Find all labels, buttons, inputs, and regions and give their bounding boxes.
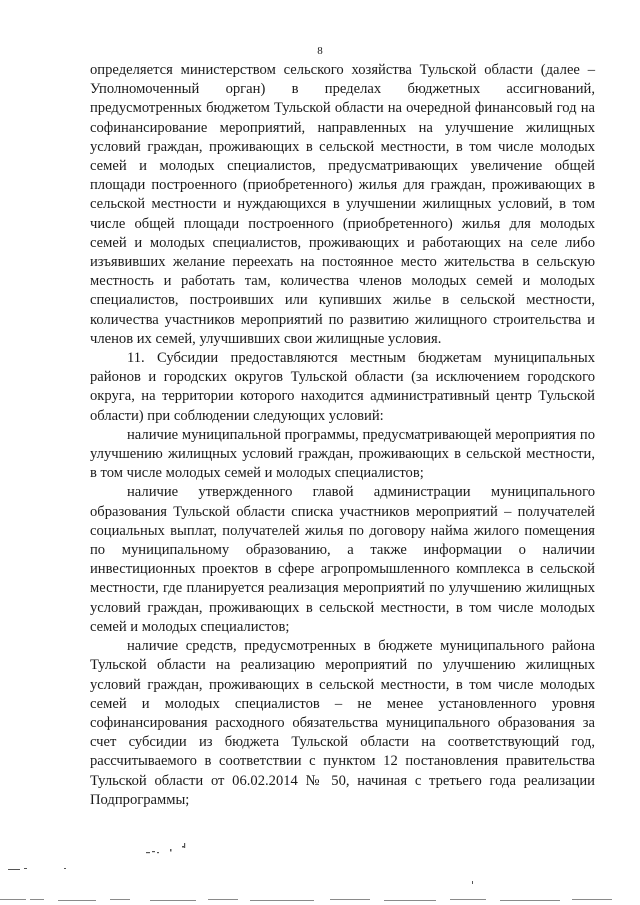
paragraph-condition-participants-list: наличие утвержденного главой администрации муниципального образования Тульской области списка участников мероприятий – получателей социальных выплат, получателей жилья по договору найма жилого помещения по муниципальному образованию, а также информации о наличии инвестиционных проектов в сфере агропромышленного комплекса в сельской местности, где планируется реализация мероприятий по улучшению жилищных условий граждан, проживающих в сельской местности, в том числе молодых семей и молодых специалистов; — [90, 484, 595, 635]
paragraph-condition-funds: наличие средств, предусмотренных в бюджете муниципального района Тульской области на реализацию мероприятий по улучшению жилищных условий граждан, проживающих в сельской местности, в том числе молодых семей и молодых специалистов – не менее установленного уровня софинансирования расходного обязательства муниципального образования за счет субсидии из бюджета Тульской области на соответствующий год, рассчитываемого в соответствии с пунктом 12 постановления правительства Тульской области от 06.02.2014 № 50, начиная с третьего года реализации Подпрограммы; — [90, 638, 595, 808]
page-number: 8 — [317, 45, 323, 57]
paragraph-clause-11: 11. Субсидии предоставляются местным бюджетам муниципальных районов и городских округов Тульской области (за исключением городского округа, на территории которого находится административный центр Тульской области) при соблюдении следующих условий: — [90, 350, 595, 424]
paragraph-condition-program: наличие муниципальной программы, предусматривающей мероприятия по улучшению жилищных условий граждан, проживающих в сельской местности, в том числе молодых семей и молодых специалистов; — [90, 426, 595, 482]
paragraph-continuation: определяется министерством сельского хозяйства Тульской области (далее – Уполномоченный орган) в пределах бюджетных ассигнований, предусмотренных бюджетом Тульской области на очередной финансовый год на софинансирование мероприятий, направленных на улучшение жилищных условий граждан, проживающих в сельской местности, в том числе молодых семей и молодых специалистов, предусматривающих увеличение общей площади построенного (приобретенного) жилья для граждан, проживающих в сельской местности и нуждающихся в улучшении жилищных условий, в том числе общей площади построенного (приобретенного) жилья для молодых семей и молодых специалистов, проживающих и работающих на селе либо изъявивших желание переехать на постоянное место жительства в сельскую местность и работать там, количества членов молодых семей и молодых специалистов, построивших или купивших жилье в сельской местности, количества участников мероприятий по развитию жилищного строительства и членов их семей, улучшивших свои жилищные условия. — [90, 62, 595, 347]
document-body — [90, 61, 595, 810]
